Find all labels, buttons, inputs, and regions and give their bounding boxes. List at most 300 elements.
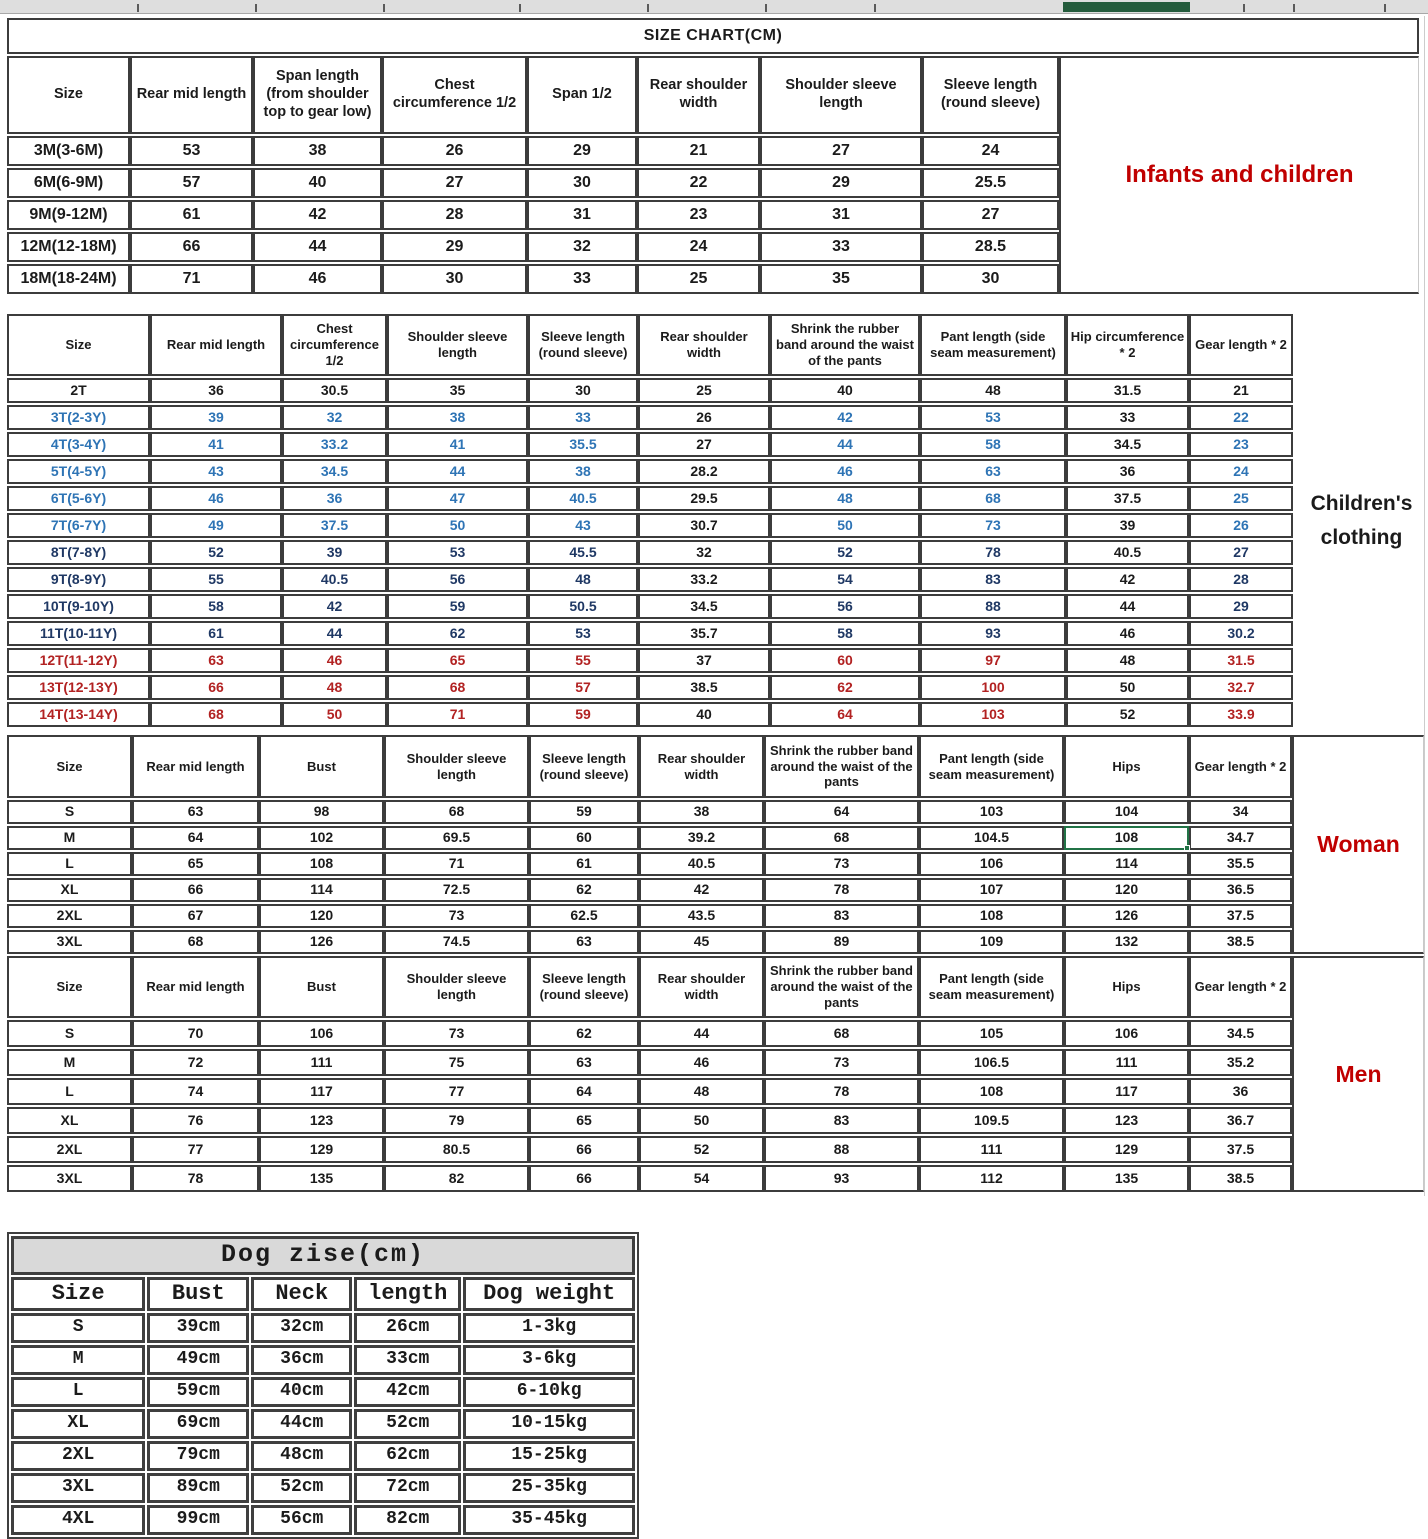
table-cell: 34.5 xyxy=(638,594,770,619)
table-cell: M xyxy=(7,826,132,850)
table-cell: 46 xyxy=(639,1049,764,1076)
table-cell: 27 xyxy=(1189,540,1293,565)
table-cell: 47 xyxy=(387,486,528,511)
table-cell: L xyxy=(7,1078,132,1105)
table-cell: S xyxy=(7,800,132,824)
table-cell: 109 xyxy=(919,930,1064,954)
column-header: Shoulder sleeve length xyxy=(387,314,528,376)
table-cell: 106 xyxy=(1064,1020,1189,1047)
table-cell: 44 xyxy=(770,432,920,457)
table-cell: 104.5 xyxy=(919,826,1064,850)
column-boundary-tick xyxy=(255,4,257,12)
table-cell: 39.2 xyxy=(639,826,764,850)
table-cell: 27 xyxy=(922,200,1059,230)
table-cell: 6T(5-6Y) xyxy=(7,486,150,511)
table-cell: 80.5 xyxy=(384,1136,529,1163)
table-cell: 111 xyxy=(919,1136,1064,1163)
table-cell: 3XL xyxy=(11,1473,145,1503)
table-cell: 9T(8-9Y) xyxy=(7,567,150,592)
infants-size-table xyxy=(7,16,1419,296)
table-cell: 2XL xyxy=(11,1441,145,1471)
table-cell: 120 xyxy=(1064,878,1189,902)
table-cell: 61 xyxy=(529,852,639,876)
table-cell: 50 xyxy=(770,513,920,538)
table-cell: 32.7 xyxy=(1189,675,1293,700)
column-header: Hip circumference * 2 xyxy=(1066,314,1189,376)
table-cell: 50 xyxy=(1066,675,1189,700)
table-cell: 26 xyxy=(638,405,770,430)
table-cell: 65 xyxy=(387,648,528,673)
table-cell: 37 xyxy=(638,648,770,673)
column-header: Rear shoulder width xyxy=(637,56,760,134)
table-cell: 52 xyxy=(770,540,920,565)
table-cell: 73 xyxy=(764,1049,919,1076)
table-cell: 93 xyxy=(764,1165,919,1192)
column-header: Rear mid length xyxy=(132,735,259,798)
table-cell: 26 xyxy=(382,136,527,166)
table-cell: 35.5 xyxy=(1189,852,1292,876)
table-cell: 72 xyxy=(132,1049,259,1076)
table-cell: 74 xyxy=(132,1078,259,1105)
table-cell: 42 xyxy=(639,878,764,902)
table-cell: 62 xyxy=(770,675,920,700)
table-cell: 10-15kg xyxy=(463,1409,635,1439)
table-cell: M xyxy=(11,1345,145,1375)
table-cell: 77 xyxy=(384,1078,529,1105)
column-header: Rear shoulder width xyxy=(639,956,764,1018)
table-cell: 30.2 xyxy=(1189,621,1293,646)
table-cell: 40.5 xyxy=(528,486,638,511)
table-cell: 63 xyxy=(132,800,259,824)
table-cell: 73 xyxy=(764,852,919,876)
column-header: Size xyxy=(11,1277,145,1312)
table-cell: 58 xyxy=(770,621,920,646)
table-cell: 52cm xyxy=(354,1409,461,1439)
table-cell: 105 xyxy=(919,1020,1064,1047)
table-cell: 35 xyxy=(387,378,528,403)
table-cell: 25.5 xyxy=(922,168,1059,198)
column-boundary-tick xyxy=(1384,4,1386,12)
size-chart-title: SIZE CHART(CM) xyxy=(7,18,1419,54)
table-cell: 48 xyxy=(770,486,920,511)
table-cell: 34 xyxy=(1189,800,1292,824)
table-cell: 78 xyxy=(764,1078,919,1105)
table-cell: 18M(18-24M) xyxy=(7,264,130,294)
table-cell: 25 xyxy=(1189,486,1293,511)
table-cell: 88 xyxy=(764,1136,919,1163)
infants-section-label: Infants and children xyxy=(1059,56,1419,294)
table-cell: 129 xyxy=(259,1136,384,1163)
table-cell: 45.5 xyxy=(528,540,638,565)
table-cell: 42cm xyxy=(354,1377,461,1407)
column-boundary-tick xyxy=(647,4,649,12)
table-cell: 48cm xyxy=(251,1441,352,1471)
table-cell: 44 xyxy=(282,621,387,646)
column-header: Rear mid length xyxy=(130,56,253,134)
table-cell: 56cm xyxy=(251,1505,352,1535)
spreadsheet-top-strip xyxy=(0,0,1428,14)
table-cell: 8T(7-8Y) xyxy=(7,540,150,565)
table-cell: 62cm xyxy=(354,1441,461,1471)
column-header: Sleeve length (round sleeve) xyxy=(528,314,638,376)
table-cell: 123 xyxy=(259,1107,384,1134)
column-header: Size xyxy=(7,56,130,134)
table-cell: 30 xyxy=(382,264,527,294)
table-cell: 41 xyxy=(150,432,282,457)
column-header: Rear mid length xyxy=(150,314,282,376)
table-cell: 4T(3-4Y) xyxy=(7,432,150,457)
table-cell: 76 xyxy=(132,1107,259,1134)
table-cell: 31 xyxy=(527,200,637,230)
table-cell: 70 xyxy=(132,1020,259,1047)
table-cell: 106.5 xyxy=(919,1049,1064,1076)
table-cell: 112 xyxy=(919,1165,1064,1192)
table-cell: 23 xyxy=(637,200,760,230)
table-cell: L xyxy=(11,1377,145,1407)
column-header: Size xyxy=(7,735,132,798)
table-cell: 3M(3-6M) xyxy=(7,136,130,166)
table-cell: 54 xyxy=(639,1165,764,1192)
column-header: Sleeve length (round sleeve) xyxy=(922,56,1059,134)
table-cell: 52 xyxy=(150,540,282,565)
table-cell: 7T(6-7Y) xyxy=(7,513,150,538)
table-cell: 24 xyxy=(922,136,1059,166)
table-cell: 33 xyxy=(1066,405,1189,430)
table-cell: 58 xyxy=(150,594,282,619)
table-cell: 53 xyxy=(920,405,1066,430)
table-cell: 28.2 xyxy=(638,459,770,484)
table-cell: 68 xyxy=(387,675,528,700)
column-boundary-tick xyxy=(1243,4,1245,12)
table-cell: 34.7 xyxy=(1189,826,1292,850)
table-cell: 93 xyxy=(920,621,1066,646)
table-cell: 1-3kg xyxy=(463,1313,635,1343)
table-cell: XL xyxy=(7,1107,132,1134)
column-header: Pant length (side seam measurement) xyxy=(919,735,1064,798)
table-cell: 69cm xyxy=(147,1409,249,1439)
table-cell: 13T(12-13Y) xyxy=(7,675,150,700)
table-cell: 34.5 xyxy=(1066,432,1189,457)
table-cell: 61 xyxy=(130,200,253,230)
table-cell: 45 xyxy=(639,930,764,954)
table-cell: 32 xyxy=(527,232,637,262)
table-cell: 79 xyxy=(384,1107,529,1134)
column-header: Gear length * 2 xyxy=(1189,735,1292,798)
table-cell: 3XL xyxy=(7,930,132,954)
table-cell: 50 xyxy=(282,702,387,727)
table-cell: 48 xyxy=(528,567,638,592)
table-cell: 59cm xyxy=(147,1377,249,1407)
children-section-label: Children's clothing xyxy=(1310,491,1413,549)
table-cell: 32 xyxy=(638,540,770,565)
table-cell: 50 xyxy=(639,1107,764,1134)
table-cell: 21 xyxy=(1189,378,1293,403)
column-header: Shoulder sleeve length xyxy=(384,956,529,1018)
table-cell: 50.5 xyxy=(528,594,638,619)
table-cell: 30 xyxy=(922,264,1059,294)
table-cell: 72cm xyxy=(354,1473,461,1503)
column-header: Chest circumference 1/2 xyxy=(282,314,387,376)
column-header: Shoulder sleeve length xyxy=(384,735,529,798)
selected-cell: 108 xyxy=(1064,826,1189,850)
table-cell: 97 xyxy=(920,648,1066,673)
table-cell: 2T xyxy=(7,378,150,403)
table-cell: 48 xyxy=(639,1078,764,1105)
table-cell: 38.5 xyxy=(1189,1165,1292,1192)
table-cell: 108 xyxy=(919,1078,1064,1105)
table-cell: 33.2 xyxy=(282,432,387,457)
table-cell: 42 xyxy=(770,405,920,430)
table-cell: 30.5 xyxy=(282,378,387,403)
table-cell: 67 xyxy=(132,904,259,928)
table-cell: 104 xyxy=(1064,800,1189,824)
table-cell: 40 xyxy=(253,168,382,198)
table-cell: 103 xyxy=(920,702,1066,727)
table-cell: 52cm xyxy=(251,1473,352,1503)
table-cell: 36cm xyxy=(251,1345,352,1375)
table-cell: 55 xyxy=(528,648,638,673)
table-cell: 120 xyxy=(259,904,384,928)
table-cell: 12M(12-18M) xyxy=(7,232,130,262)
table-cell: 108 xyxy=(919,904,1064,928)
table-cell: 117 xyxy=(1064,1078,1189,1105)
table-cell: 46 xyxy=(1066,621,1189,646)
table-cell: 63 xyxy=(150,648,282,673)
table-cell: 64 xyxy=(770,702,920,727)
table-cell: 21 xyxy=(637,136,760,166)
table-cell: 36 xyxy=(1066,459,1189,484)
table-cell: 40.5 xyxy=(1066,540,1189,565)
table-cell: 39 xyxy=(150,405,282,430)
table-cell: 77 xyxy=(132,1136,259,1163)
table-cell: 74.5 xyxy=(384,930,529,954)
table-cell: 52 xyxy=(639,1136,764,1163)
column-header: length xyxy=(354,1277,461,1312)
dog-size-table xyxy=(7,1232,639,1539)
column-header: Dog weight xyxy=(463,1277,635,1312)
table-cell: 44 xyxy=(387,459,528,484)
selected-column-indicator xyxy=(1063,2,1190,12)
table-cell: 135 xyxy=(259,1165,384,1192)
table-cell: 37.5 xyxy=(1189,1136,1292,1163)
table-cell: 34.5 xyxy=(1189,1020,1292,1047)
table-cell: 35.2 xyxy=(1189,1049,1292,1076)
column-boundary-tick xyxy=(383,4,385,12)
table-cell: 44 xyxy=(1066,594,1189,619)
column-header: Bust xyxy=(147,1277,249,1312)
table-cell: 42 xyxy=(282,594,387,619)
table-cell: 117 xyxy=(259,1078,384,1105)
table-cell: 59 xyxy=(528,702,638,727)
table-cell: 29 xyxy=(1189,594,1293,619)
table-cell: 61 xyxy=(150,621,282,646)
table-cell: 64 xyxy=(132,826,259,850)
table-cell: 5T(4-5Y) xyxy=(7,459,150,484)
table-cell: 89 xyxy=(764,930,919,954)
table-cell: 26 xyxy=(1189,513,1293,538)
table-cell: 48 xyxy=(282,675,387,700)
table-cell: 43 xyxy=(528,513,638,538)
table-cell: 28 xyxy=(382,200,527,230)
table-cell: 33 xyxy=(527,264,637,294)
table-cell: S xyxy=(11,1313,145,1343)
column-header: Bust xyxy=(259,956,384,1018)
table-cell: 35.5 xyxy=(528,432,638,457)
column-header: Span 1/2 xyxy=(527,56,637,134)
column-header: Shoulder sleeve length xyxy=(760,56,922,134)
table-cell: 73 xyxy=(384,904,529,928)
table-cell: 126 xyxy=(259,930,384,954)
table-cell: 68 xyxy=(764,1020,919,1047)
table-cell: 44cm xyxy=(251,1409,352,1439)
table-cell: 58 xyxy=(920,432,1066,457)
table-cell: 78 xyxy=(764,878,919,902)
table-cell: 43.5 xyxy=(639,904,764,928)
table-cell: 55 xyxy=(150,567,282,592)
column-header: Gear length * 2 xyxy=(1189,956,1292,1018)
table-cell: 26cm xyxy=(354,1313,461,1343)
table-cell: 99cm xyxy=(147,1505,249,1535)
table-cell: 30.7 xyxy=(638,513,770,538)
table-cell: 59 xyxy=(529,800,639,824)
table-cell: 40 xyxy=(638,702,770,727)
table-cell: XL xyxy=(7,878,132,902)
column-boundary-tick xyxy=(519,4,521,12)
table-cell: 48 xyxy=(920,378,1066,403)
table-cell: S xyxy=(7,1020,132,1047)
table-cell: 46 xyxy=(150,486,282,511)
table-cell: 46 xyxy=(770,459,920,484)
table-cell: 38 xyxy=(387,405,528,430)
table-cell: 108 xyxy=(259,852,384,876)
table-cell: 59 xyxy=(387,594,528,619)
table-cell: 73 xyxy=(920,513,1066,538)
table-cell: 33.2 xyxy=(638,567,770,592)
table-cell: 29 xyxy=(382,232,527,262)
table-cell: 44 xyxy=(253,232,382,262)
table-cell: 100 xyxy=(920,675,1066,700)
table-cell: 38.5 xyxy=(1189,930,1292,954)
table-cell: 32 xyxy=(282,405,387,430)
table-cell: 64 xyxy=(764,800,919,824)
table-cell: 31 xyxy=(760,200,922,230)
table-cell: 68 xyxy=(764,826,919,850)
table-cell: 53 xyxy=(528,621,638,646)
table-cell: 29 xyxy=(527,136,637,166)
column-header: Neck xyxy=(251,1277,352,1312)
table-cell: 25 xyxy=(637,264,760,294)
table-cell: 54 xyxy=(770,567,920,592)
table-cell: 123 xyxy=(1064,1107,1189,1134)
table-cell: 2XL xyxy=(7,1136,132,1163)
table-cell: 78 xyxy=(920,540,1066,565)
table-cell: 102 xyxy=(259,826,384,850)
table-cell: 132 xyxy=(1064,930,1189,954)
table-cell: 53 xyxy=(387,540,528,565)
table-cell: 66 xyxy=(132,878,259,902)
table-cell: 38 xyxy=(528,459,638,484)
table-cell: 31.5 xyxy=(1189,648,1293,673)
column-boundary-tick xyxy=(137,4,139,12)
table-cell: 43 xyxy=(150,459,282,484)
table-cell: 83 xyxy=(764,1107,919,1134)
table-cell: 83 xyxy=(764,904,919,928)
table-cell: 24 xyxy=(637,232,760,262)
table-cell: 46 xyxy=(253,264,382,294)
table-cell: 37.5 xyxy=(1189,904,1292,928)
table-cell: 135 xyxy=(1064,1165,1189,1192)
table-cell: 82cm xyxy=(354,1505,461,1535)
table-cell: 24 xyxy=(1189,459,1293,484)
women-section-label: Woman xyxy=(1292,735,1424,954)
table-cell: 56 xyxy=(387,567,528,592)
table-cell: 4XL xyxy=(11,1505,145,1535)
table-cell: 65 xyxy=(132,852,259,876)
table-cell: 37.5 xyxy=(1066,486,1189,511)
children-size-table xyxy=(7,312,1293,729)
table-cell: 28 xyxy=(1189,567,1293,592)
dog-table-title: Dog zise(cm) xyxy=(11,1236,635,1275)
table-cell: 111 xyxy=(1064,1049,1189,1076)
table-cell: 14T(13-14Y) xyxy=(7,702,150,727)
table-cell: 34.5 xyxy=(282,459,387,484)
table-cell: 36 xyxy=(282,486,387,511)
column-header: Shrink the rubber band around the waist of the pants xyxy=(770,314,920,376)
table-cell: 44 xyxy=(639,1020,764,1047)
table-cell: 107 xyxy=(919,878,1064,902)
table-cell: 38 xyxy=(253,136,382,166)
column-header: Rear mid length xyxy=(132,956,259,1018)
women-size-table xyxy=(7,733,1424,956)
table-cell: 27 xyxy=(382,168,527,198)
table-cell: 111 xyxy=(259,1049,384,1076)
table-cell: 106 xyxy=(919,852,1064,876)
men-section-label: Men xyxy=(1292,956,1424,1192)
table-cell: 12T(11-12Y) xyxy=(7,648,150,673)
table-cell: 33 xyxy=(760,232,922,262)
table-cell: 79cm xyxy=(147,1441,249,1471)
table-cell: 106 xyxy=(259,1020,384,1047)
table-cell: 114 xyxy=(1064,852,1189,876)
table-cell: 40.5 xyxy=(282,567,387,592)
table-cell: 36.7 xyxy=(1189,1107,1292,1134)
table-cell: 109.5 xyxy=(919,1107,1064,1134)
table-cell: 49cm xyxy=(147,1345,249,1375)
table-cell: 62 xyxy=(529,1020,639,1047)
table-cell: 6M(6-9M) xyxy=(7,168,130,198)
table-cell: 27 xyxy=(760,136,922,166)
table-cell: 2XL xyxy=(7,904,132,928)
table-cell: 42 xyxy=(253,200,382,230)
table-cell: 23 xyxy=(1189,432,1293,457)
table-cell: 64 xyxy=(529,1078,639,1105)
table-cell: 68 xyxy=(920,486,1066,511)
table-cell: 49 xyxy=(150,513,282,538)
table-cell: 22 xyxy=(1189,405,1293,430)
table-cell: 35-45kg xyxy=(463,1505,635,1535)
column-header: Rear shoulder width xyxy=(639,735,764,798)
column-header: Span length (from shoulder top to gear low) xyxy=(253,56,382,134)
table-cell: 129 xyxy=(1064,1136,1189,1163)
men-size-table xyxy=(7,954,1424,1194)
column-header: Hips xyxy=(1064,956,1189,1018)
table-cell: 60 xyxy=(770,648,920,673)
table-cell: 35 xyxy=(760,264,922,294)
column-header: Size xyxy=(7,956,132,1018)
table-cell: 98 xyxy=(259,800,384,824)
table-cell: 83 xyxy=(920,567,1066,592)
column-header: Rear shoulder width xyxy=(638,314,770,376)
